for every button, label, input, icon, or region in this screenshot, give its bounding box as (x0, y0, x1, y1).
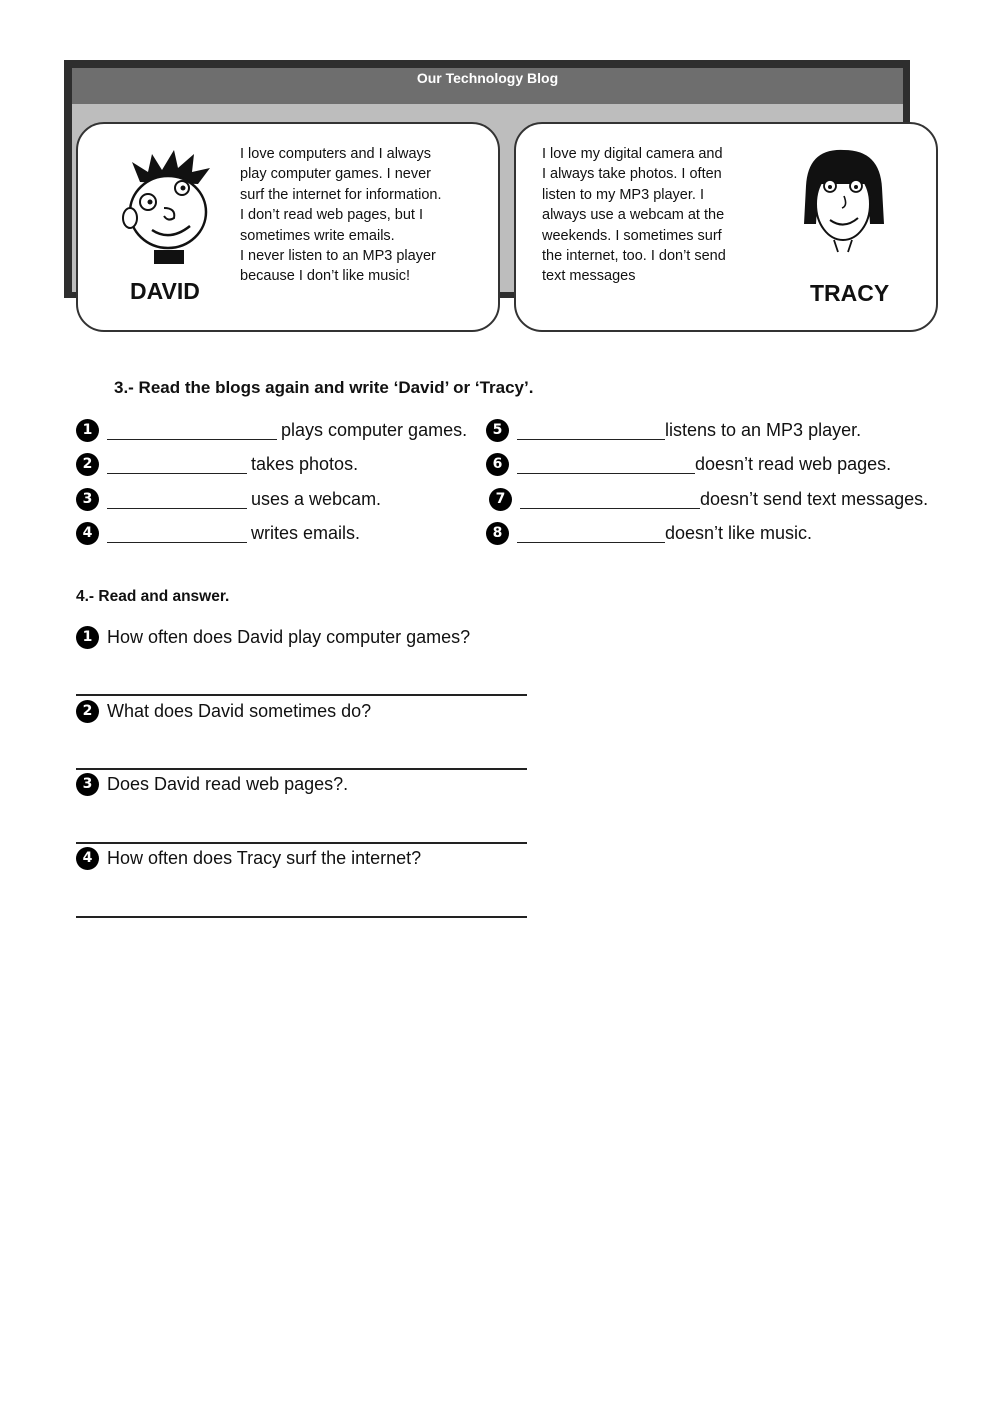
item-text: doesn’t like music. (665, 523, 813, 543)
question-text: How often does Tracy surf the internet? (107, 848, 422, 868)
number-badge: 2 (76, 700, 99, 723)
david-avatar-icon (118, 142, 218, 277)
exercise-3-title: 3.- Read the blogs again and write ‘David’ or ‘Tracy’. (114, 378, 534, 397)
exercise-3-item (76, 488, 381, 511)
number-badge: 3 (76, 488, 99, 511)
number-badge: 1 (76, 626, 99, 649)
item-text: listens to an MP3 player. (665, 420, 862, 440)
number-badge: 8 (486, 522, 509, 545)
tracy-name: TRACY (810, 280, 890, 306)
david-line: because I don’t like music! (240, 268, 411, 285)
answer-line[interactable] (76, 842, 527, 844)
item-text: writes emails. (251, 523, 361, 543)
tracy-line: the internet, too. I don’t send (542, 248, 726, 265)
question-text: What does David sometimes do? (107, 701, 372, 721)
number-badge: 4 (76, 847, 99, 870)
tracy-card (514, 122, 938, 332)
david-name: DAVID (130, 278, 200, 304)
answer-line[interactable] (76, 694, 527, 696)
exercise-3-item (489, 488, 928, 511)
answer-blank[interactable] (520, 490, 700, 509)
exercise-3-item (486, 419, 861, 442)
tracy-avatar-icon (800, 146, 886, 259)
tracy-line: listen to my MP3 player. I (542, 186, 704, 203)
tracy-blog-text (542, 144, 762, 287)
tracy-line: weekends. I sometimes surf (542, 227, 722, 244)
number-badge: 3 (76, 773, 99, 796)
tracy-line: always use a webcam at the (542, 207, 725, 224)
question (76, 773, 348, 796)
david-card (76, 122, 500, 332)
david-line: I love computers and I always (240, 146, 432, 162)
exercise-4-title: 4.- Read and answer. (76, 588, 230, 605)
answer-blank[interactable] (107, 524, 247, 543)
tracy-line: I love my digital camera and (542, 146, 723, 162)
item-text: takes photos. (251, 454, 359, 474)
item-text: doesn’t read web pages. (695, 454, 892, 474)
answer-blank[interactable] (107, 421, 277, 440)
exercise-3-item (76, 419, 467, 442)
david-line: I don’t read web pages, but I (240, 207, 423, 224)
question (76, 847, 421, 870)
number-badge: 1 (76, 419, 99, 442)
answer-blank[interactable] (517, 421, 665, 440)
exercise-3-item (76, 522, 360, 545)
question-text: Does David read web pages?. (107, 774, 349, 794)
exercise-3-item (76, 453, 358, 476)
david-line: I never listen to an MP3 player (240, 248, 436, 265)
number-badge: 6 (486, 453, 509, 476)
number-badge: 2 (76, 453, 99, 476)
question-text: How often does David play computer games? (107, 627, 471, 647)
david-line: play computer games. I never (240, 166, 432, 183)
tracy-line: I always take photos. I often (542, 166, 722, 183)
answer-blank[interactable] (517, 455, 695, 474)
exercise-3-item (486, 522, 812, 545)
answer-blank[interactable] (517, 524, 665, 543)
answer-blank[interactable] (107, 490, 247, 509)
question (76, 626, 470, 649)
answer-blank[interactable] (107, 455, 247, 474)
number-badge: 5 (486, 419, 509, 442)
item-text: uses a webcam. (251, 489, 382, 509)
david-line: surf the internet for information. (240, 186, 442, 203)
answer-line[interactable] (76, 768, 527, 770)
tracy-line: text messages (542, 268, 636, 285)
question (76, 700, 371, 723)
blog-title: Our Technology Blog (72, 68, 903, 104)
number-badge: 7 (489, 488, 512, 511)
item-text: plays computer games. (281, 420, 468, 440)
item-text: doesn’t send text messages. (700, 489, 929, 509)
david-blog-text (240, 144, 490, 287)
number-badge: 4 (76, 522, 99, 545)
exercise-3-item (486, 453, 891, 476)
answer-line[interactable] (76, 916, 527, 918)
david-line: sometimes write emails. (240, 227, 395, 244)
